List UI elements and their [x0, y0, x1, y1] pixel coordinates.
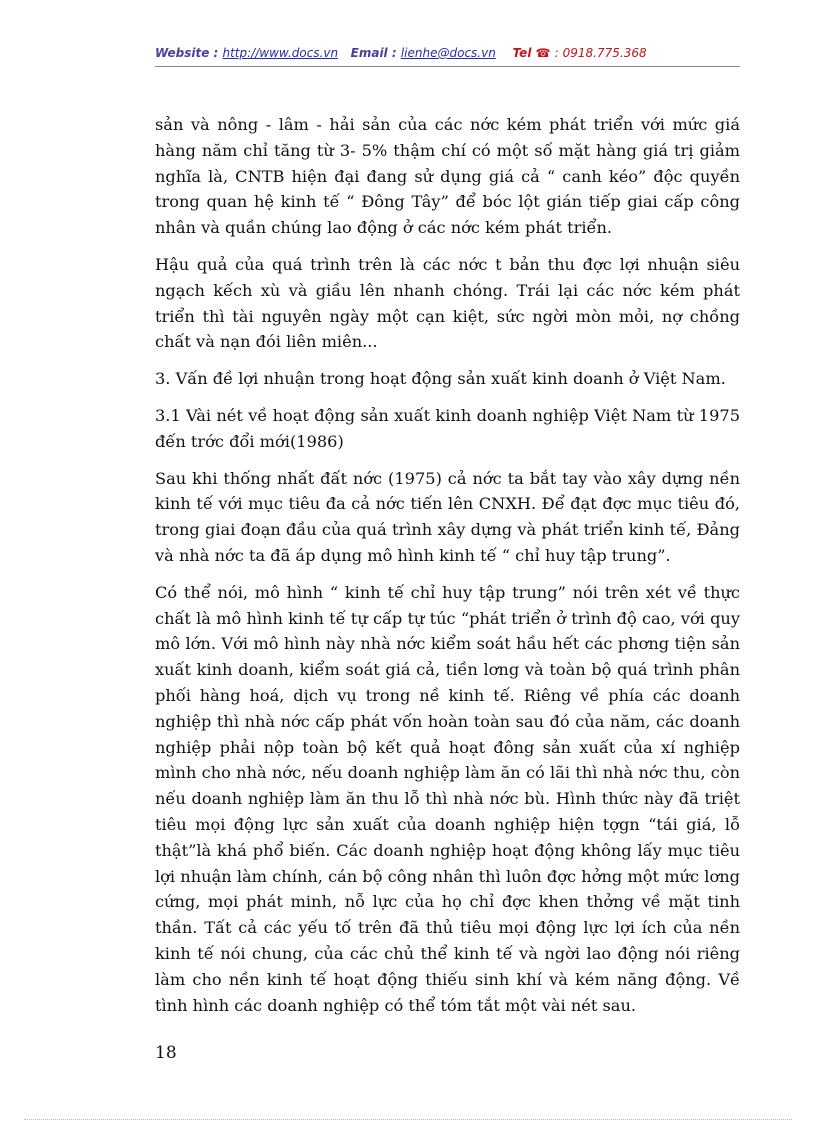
- header-divider: [155, 66, 740, 67]
- paragraph: Sau khi thống nhất đất nớc (1975) cả nớc ta bắt tay vào xây dựng nền kinh tế với mục tiêu đa cả nớc tiến lên CNXH. Để đạt đợc mục tiêu đó, trong giai đoạn đầu của quá trình xây dựng và phát triển kinh tế, Đảng và nhà nớc ta đã áp dụng mô hình kinh tế “ chỉ huy tập trung”.: [155, 468, 740, 565]
- paragraph: Hậu quả của quá trình trên là các nớc t bản thu đợc lợi nhuận siêu ngạch kếch xù và giầu lên nhanh chóng. Trái lại các nớc kém phát triển thì tài nguyên ngày một cạn kiệt, sức ngời mòn mỏi, nợ chồng chất và nạn đói liên miên...: [155, 254, 740, 352]
- page-bottom-divider: [24, 1119, 792, 1120]
- paragraph: Có thể nói, mô hình “ kinh tế chỉ huy tập trung” nói trên xét về thực chất là mô hình kinh tế tự cấp tự túc “phát triển ở trình độ cao, với quy mô lớn. Với mô hình này nhà nớc kiểm soát hầu hết các phơng tiện sản xuất kinh doanh, kiểm soát giá cả, tiền lơng và toàn bộ quá trình phân phối hàng hoá, dịch vụ trong nề kinh tế. Riêng về phía các doanh nghiệp thì nhà nớc cấp phát vốn hoàn toàn sau đó của năm, các doanh nghiệp phải nộp toàn bộ kết quả hoạt đông sản xuất của xí nghiệp mình cho nhà nớc, nếu doanh nghiệp làm ăn có lãi thì nhà nớc thu, còn nếu doanh nghiệp làm ăn thu lỗ thì nhà nớc bù. Hình thức này đã triệt tiêu mọi động lực sản xuất của doanh nghiệp hiện tợgn “tái giá, lỗ thật”là khá phổ biến. Các doanh nghiệp hoạt động không lấy mục tiêu lợi nhuận làm chính, cán bộ công nhân thì luôn đợc hởng một mức lơng cứng, mọi phát minh, nỗ lực của họ chỉ đợc khen thởng về mặt tinh thần. Tất cả các yếu tố trên đã thủ tiêu mọi động lực lợi ích của nền kinh tế nói chung, của các chủ thể kinh tế và ngời lao động nói riêng làm cho nền kinh tế hoạt động thiếu sinh khí và kém năng động. Về tình hình các doanh nghiệp có thể tóm tắt một vài nét sau.: [155, 582, 740, 1015]
- tel-label: Tel: [512, 46, 532, 60]
- page-number: 18: [155, 1043, 177, 1063]
- email-link[interactable]: lienhe@docs.vn: [400, 46, 496, 60]
- phone-number: : 0918.775.368: [554, 46, 647, 60]
- paragraph: sản và nông - lâm - hải sản của các nớc kém phát triển với mức giá hàng năm chỉ tăng từ 3- 5% thậm chí có một số mặt hàng giá trị giảm nghĩa là, CNTB hiện đại đang sử dụng giá cả “ canh kéo” độc quyền trong quan hệ kinh tế “ Đông Tây” để bóc lột gián tiếp giai cấp công nhân và quần chúng lao động ở các nớc kém phát triển.: [155, 115, 740, 238]
- email-label: Email :: [350, 46, 397, 60]
- subsection-heading: 3.1 Vài nét về hoạt động sản xuất kinh doanh nghiệp Việt Nam từ 1975 đến trớc đổi mới(1986): [155, 405, 740, 451]
- document-body: [155, 112, 740, 1029]
- section-heading: 3. Vấn đề lợi nhuận trong hoạt động sản xuất kinh doanh ở Việt Nam.: [155, 369, 726, 389]
- website-link[interactable]: http://www.docs.vn: [222, 46, 339, 60]
- website-label: Website :: [155, 46, 219, 60]
- page-header: [155, 46, 740, 68]
- phone-icon: ☎: [535, 46, 551, 60]
